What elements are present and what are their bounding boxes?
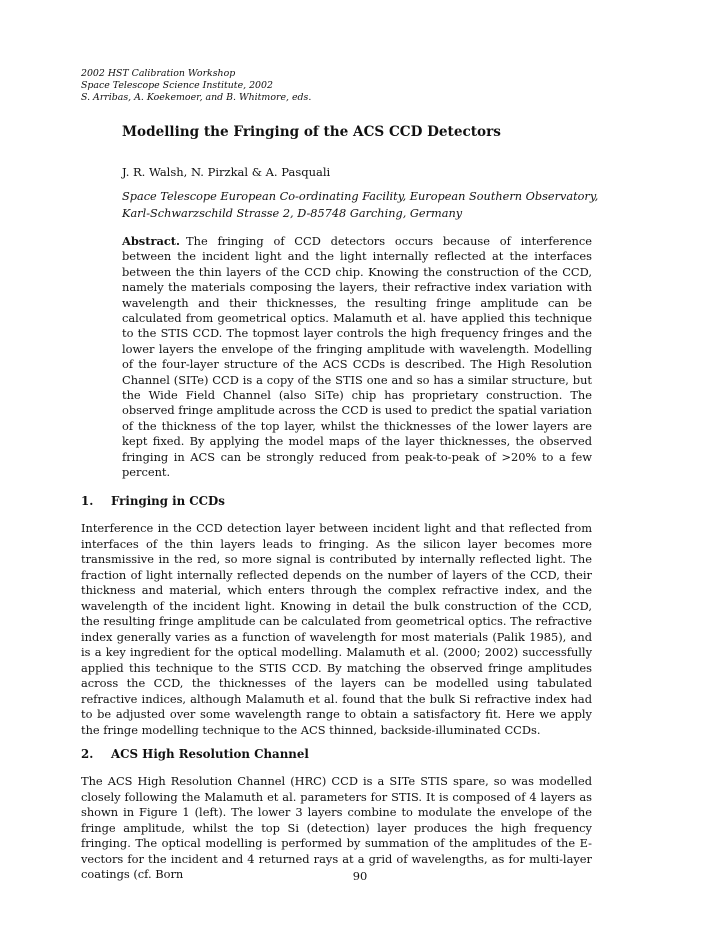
conference-header (81, 68, 311, 104)
section-1-heading (81, 494, 225, 508)
section-1-title: Fringing in CCDs (111, 494, 225, 508)
affiliation-line-1: Space Telescope European Co-ordinating Facility, European Southern Observatory, (122, 190, 599, 203)
abstract-label: Abstract. (122, 234, 181, 248)
author-affiliation (122, 188, 598, 222)
section-1-paragraph: Interference in the CCD detection layer between incident light and that reflected from interfaces of the thin layers leads to fringing. As the silicon layer becomes more transmissive in the red, so more signal is contributed by internally reflected light. The fraction of light internally reflected depends on the number of layers of the CCD, their thickness and material, which enters through the complex refractive index, and the wavelength of the incident light. Knowing in detail the bulk construction of the CCD, the resulting fringe amplitude can be calculated from geometrical optics. The refractive index generally varies as a function of wavelength for most materials (Palik 1985), and is a key ingredient for the optical modelling. Malamuth et al. (2000; 2002) successfully applied this technique to the STIS CCD. By matching the observed fringe amplitudes across the CCD, the thicknesses of the layers can be modelled using tabulated refractive indices, although Malamuth et al. found that the bulk Si refractive index had to be adjusted over some wavelength range to obtain a satisfactory fit. Here we apply the fringe modelling technique to the ACS thinned, backside-illuminated CCDs. (81, 521, 592, 737)
header-line-3: S. Arribas, A. Koekemoer, and B. Whitmore, eds. (81, 92, 312, 103)
section-2-number: 2. (81, 747, 94, 761)
paper-title: Modelling the Fringing of the ACS CCD Detectors (122, 124, 501, 140)
header-line-1: 2002 HST Calibration Workshop (81, 68, 236, 79)
abstract (122, 234, 592, 481)
page-number: 90 (352, 869, 368, 883)
section-2-paragraph: The ACS High Resolution Channel (HRC) CCD is a SITe STIS spare, so was modelled closely following the Malamuth et al. parameters for STIS. It is composed of 4 layers as shown in Figure 1 (left). The lower 3 layers combine to modulate the envelope of the fringe amplitude, whilst the top Si (detection) layer produces the high frequency fringing. The optical modelling is performed by summation of the amplitudes of the E-vectors for the incident and 4 returned rays at a grid of wavelengths, as for multi-layer coatings (cf. Born (81, 774, 592, 881)
affiliation-line-2: Karl-Schwarzschild Strasse 2, D-85748 Garching, Germany (122, 207, 463, 220)
paper-authors: J. R. Walsh, N. Pirzkal & A. Pasquali (122, 165, 331, 179)
section-1-number: 1. (81, 494, 94, 508)
section-2-heading (81, 747, 309, 761)
abstract-text: The fringing of CCD detectors occurs because of interference between the incident light and the light internally reflected at the interfaces between the thin layers of the CCD chip. Knowing the construction of the CCD, namely the materials composing the layers, their refractive index variation with wavelength and their thicknesses, the resulting fringe amplitude can be calculated from geometrical optics. Malamuth et al. have applied this technique to the STIS CCD. The topmost layer controls the high frequency fringes and the lower layers the envelope of the fringing amplitude with wavelength. Modelling of the four-layer structure of the ACS CCDs is described. The High Resolution Channel (SITe) CCD is a copy of the STIS one and so has a similar structure, but the Wide Field Channel (also SiTe) chip has proprietary construction. The observed fringe amplitude across the CCD is used to predict the spatial variation of the thickness of the top layer, whilst the thicknesses of the lower layers are kept fixed. By applying the model maps of the layer thicknesses, the observed fringing in ACS can be strongly reduced from peak-to-peak of >20% to a few percent. (122, 234, 592, 480)
header-line-2: Space Telescope Science Institute, 2002 (81, 80, 273, 91)
section-2-title: ACS High Resolution Channel (111, 747, 309, 761)
